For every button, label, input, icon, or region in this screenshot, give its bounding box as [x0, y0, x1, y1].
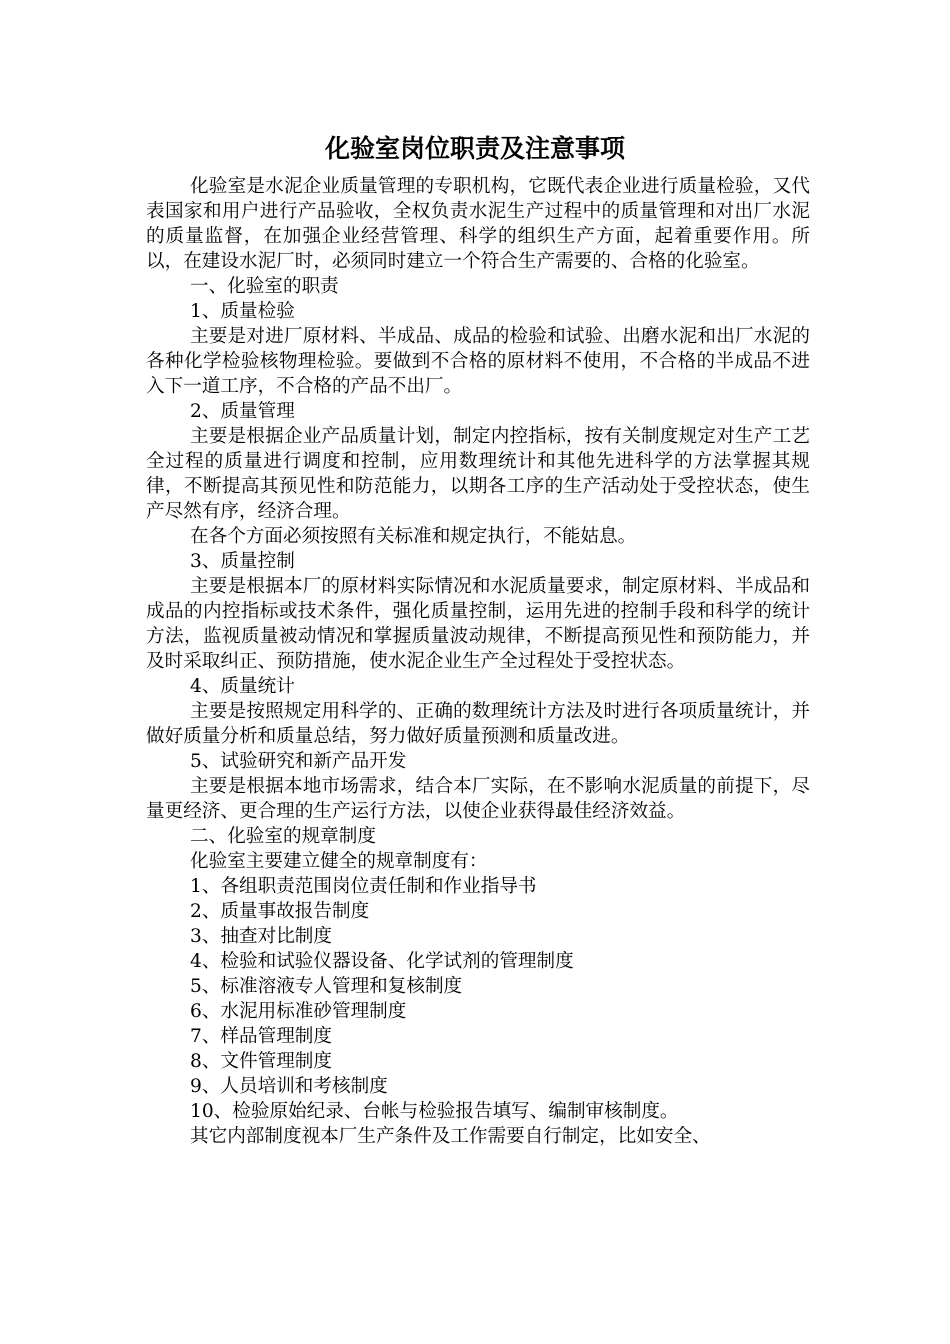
body-paragraph: 主要是根据企业产品质量计划，制定内控指标，按有关制度规定对生产工艺全过程的质量进行调度和控制，应用数理统计和其他先进科学的方法掌握其规律，不断提高其预见性和防范能力，以期各工序的生产活动处于受控状态，使生产尽然有序，经济合理。 — [146, 426, 810, 522]
body-paragraph: 其它内部制度视本厂生产条件及工作需要自行制定，比如安全、 — [190, 1126, 711, 1147]
body-paragraph: 在各个方面必须按照有关标准和规定执行，不能姑息。 — [190, 526, 637, 547]
subsection-heading: 1、质量检验 — [190, 301, 295, 322]
section-heading: 二、化验室的规章制度 — [190, 826, 376, 847]
subsection-heading: 3、质量控制 — [190, 551, 295, 572]
body-paragraph: 主要是根据本地市场需求，结合本厂实际，在不影响水泥质量的前提下，尽量更经济、更合理的生产运行方法，以使企业获得最佳经济效益。 — [146, 776, 810, 822]
list-item: 7、样品管理制度 — [190, 1026, 332, 1047]
list-item: 3、抽查对比制度 — [190, 926, 332, 947]
body-paragraph: 主要是对进厂原材料、半成品、成品的检验和试验、出磨水泥和出厂水泥的各种化学检验核物理检验。要做到不合格的原材料不使用，不合格的半成品不进入下一道工序，不合格的产品不出厂。 — [146, 326, 810, 397]
list-item: 5、标准溶液专人管理和复核制度 — [190, 976, 463, 997]
list-item: 6、水泥用标准砂管理制度 — [190, 1001, 407, 1022]
body-paragraph: 主要是按照规定用科学的、正确的数理统计方法及时进行各项质量统计，并做好质量分析和质量总结，努力做好质量预测和质量改进。 — [146, 701, 810, 747]
list-item: 9、人员培训和考核制度 — [190, 1076, 388, 1097]
list-item: 2、质量事故报告制度 — [190, 901, 370, 922]
document-body — [146, 174, 810, 1149]
list-item: 4、检验和试验仪器设备、化学试剂的管理制度 — [190, 951, 574, 972]
document-title: 化验室岗位职责及注意事项 — [324, 134, 625, 163]
section-heading: 一、化验室的职责 — [190, 276, 339, 297]
list-item: 1、各组职责范围岗位责任制和作业指导书 — [190, 876, 537, 897]
subsection-heading: 2、质量管理 — [190, 401, 295, 422]
list-item: 8、文件管理制度 — [190, 1051, 332, 1072]
body-paragraph: 主要是根据本厂的原材料实际情况和水泥质量要求，制定原材料、半成品和成品的内控指标或技术条件，强化质量控制，运用先进的控制手段和科学的统计方法，监视质量被动情况和掌握质量波动规律，不断提高预见性和预防能力，并及时采取纠正、预防措施，使水泥企业生产全过程处于受控状态。 — [146, 576, 810, 672]
body-paragraph: 化验室主要建立健全的规章制度有： — [190, 851, 488, 872]
subsection-heading: 4、质量统计 — [190, 676, 295, 697]
list-item: 10、检验原始纪录、台帐与检验报告填写、编制审核制度。 — [190, 1101, 679, 1122]
intro-paragraph: 化验室是水泥企业质量管理的专职机构，它既代表企业进行质量检验，又代表国家和用户进行产品验收，全权负责水泥生产过程中的质量管理和对出厂水泥的质量监督，在加强企业经营管理、科学的组织生产方面，起着重要作用。所以，在建设水泥厂时，必须同时建立一个符合生产需要的、合格的化验室。 — [146, 176, 810, 272]
subsection-heading: 5、试验研究和新产品开发 — [190, 751, 407, 772]
